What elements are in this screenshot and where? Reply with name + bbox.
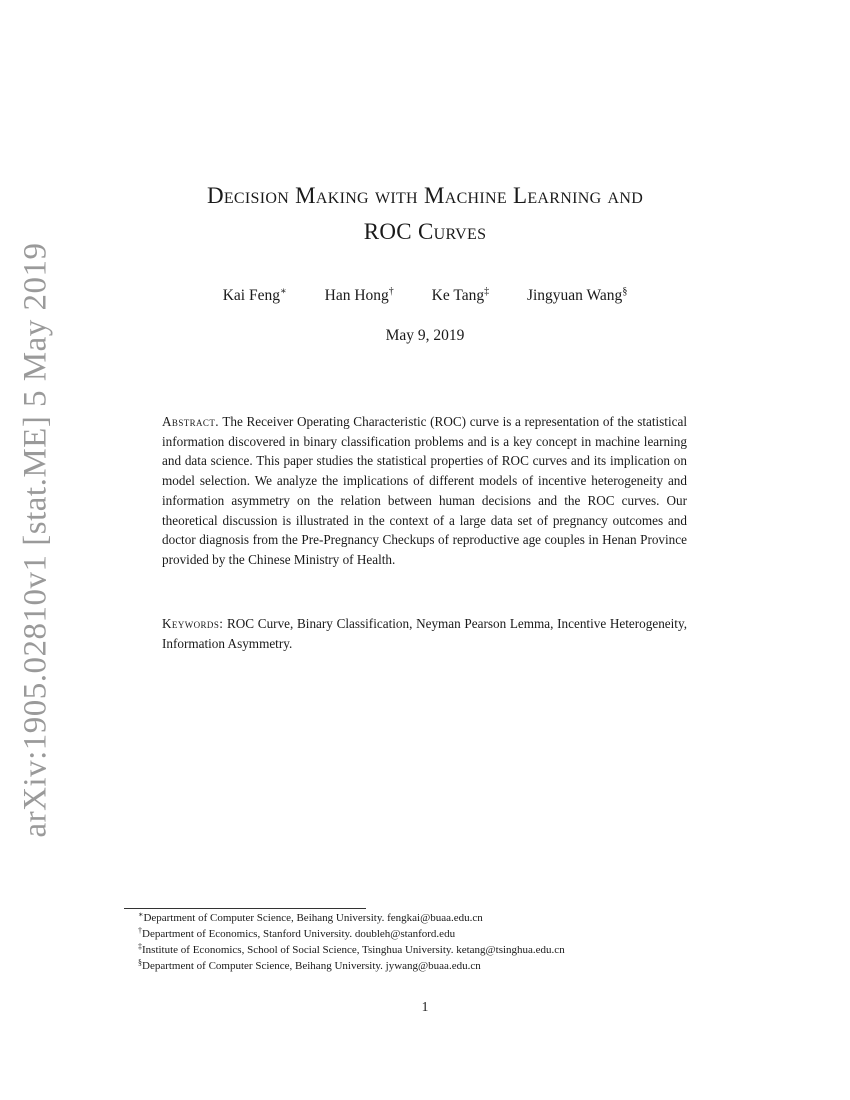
footnote-divider <box>124 908 366 909</box>
abstract <box>162 412 687 570</box>
publication-date: May 9, 2019 <box>385 327 465 344</box>
footnote-3 <box>138 942 718 958</box>
author-footnote-mark: † <box>388 286 394 297</box>
author-list <box>0 285 850 307</box>
title-line-1: Decision Making with Machine Learning and <box>206 183 644 208</box>
page-number: 1 <box>421 999 429 1014</box>
footnote-mark: † <box>138 926 142 935</box>
footnote-mark: § <box>138 958 142 967</box>
keywords-text: ROC Curve, Binary Classification, Neyman Pearson Lemma, Incentive Heterogeneity, Information Asymmetry. <box>162 616 688 651</box>
arxiv-identifier-stamp: arXiv:1905.02810v1 [stat.ME] 5 May 2019 <box>17 242 54 838</box>
title-line-2: ROC Curves <box>363 219 487 244</box>
footnote-text: Institute of Economics, School of Social Science, Tsinghua University. ketang@tsinghua.edu.cn <box>142 944 565 956</box>
footnote-text: Department of Economics, Stanford University. doubleh@stanford.edu <box>142 928 456 940</box>
author-footnote-mark: ‡ <box>484 286 490 297</box>
footnote-1 <box>138 910 718 926</box>
footnotes <box>138 910 718 974</box>
keywords-label: Keywords: <box>162 616 224 631</box>
abstract-label: Abstract. <box>162 414 219 429</box>
author-han-hong <box>325 285 394 307</box>
abstract-text: The Receiver Operating Characteristic (ROC) curve is a representation of the statistical information discovered in binary classification problems and is a key concept in machine learning and data science. This paper studies the statistical properties of ROC curves and its implication on model selection. We analyze the implications of different models of incentive heterogeneity and information asymmetry on the relation between human decisions and the ROC curves. Our theoretical discussion is illustrated in the context of a large data set of pregnancy outcomes and doctor diagnosis from the Pre-Pregnancy Checkups of reproductive age couples in Henan Province provided by the Chinese Ministry of Health. <box>162 414 687 567</box>
author-name: Kai Feng <box>222 287 280 304</box>
keywords <box>162 614 687 653</box>
footnote-4 <box>138 958 718 974</box>
author-kai-feng <box>223 285 287 307</box>
author-name: Ke Tang <box>431 287 485 304</box>
author-footnote-mark: § <box>622 286 628 297</box>
author-footnote-mark: ∗ <box>279 286 287 297</box>
footnote-text: Department of Computer Science, Beihang University. fengkai@buaa.edu.cn <box>143 912 483 924</box>
paper-title <box>0 178 850 250</box>
author-ke-tang <box>432 285 489 307</box>
footnote-2 <box>138 926 718 942</box>
author-name: Jingyuan Wang <box>526 287 623 304</box>
author-jingyuan-wang <box>527 285 627 307</box>
footnote-text: Department of Computer Science, Beihang University. jywang@buaa.edu.cn <box>142 960 481 972</box>
footnote-mark: ∗ <box>138 910 144 919</box>
footnote-mark: ‡ <box>138 942 142 951</box>
author-name: Han Hong <box>324 287 389 304</box>
